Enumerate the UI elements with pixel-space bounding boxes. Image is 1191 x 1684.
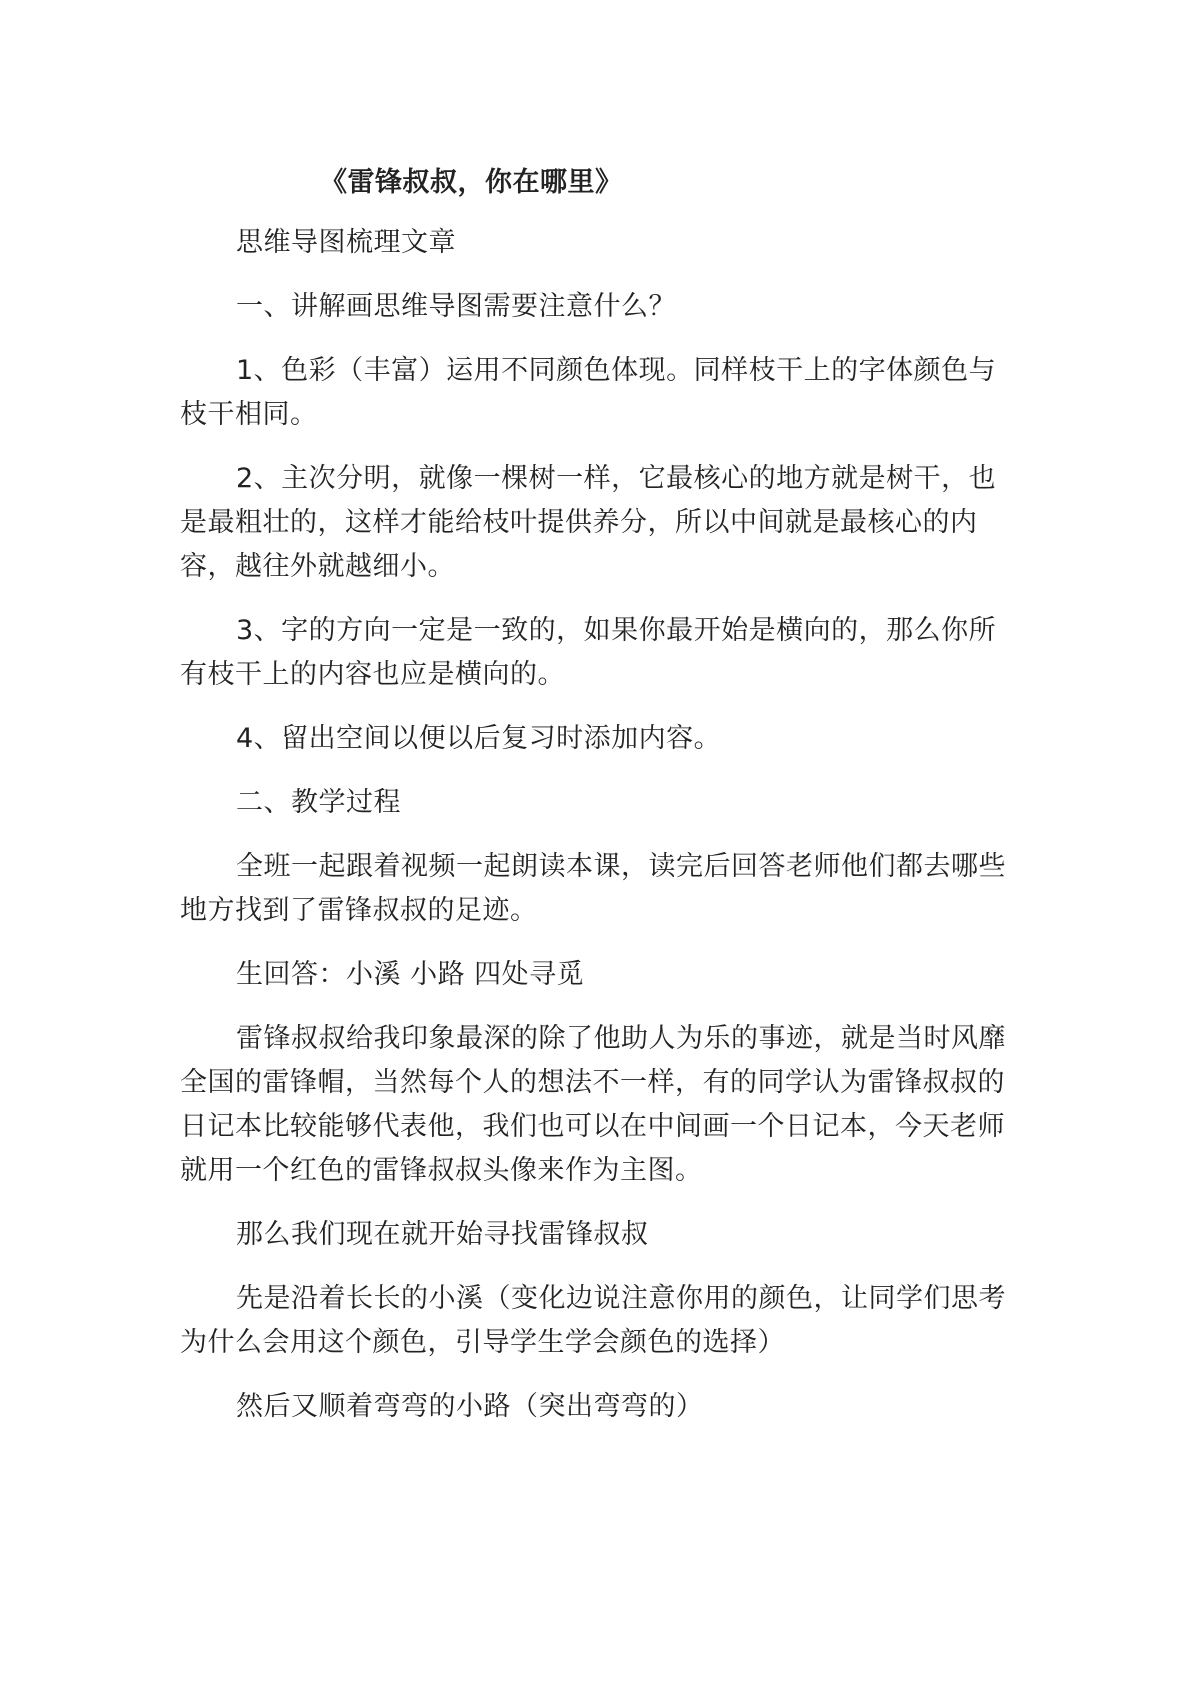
paragraph-mindmap-intro: 思维导图梳理文章 bbox=[236, 227, 456, 258]
paragraph-student-answer: 生回答：小溪 小路 四处寻觅 bbox=[236, 959, 585, 990]
section-heading-two: 二、教学过程 bbox=[236, 787, 401, 818]
paragraph-class-reading: 全班一起跟着视频一起朗读本课，读完后回答老师他们都去哪些地方找到了雷锋叔叔的足迹。 bbox=[180, 851, 1006, 926]
paragraph-path: 然后又顺着弯弯的小路（突出弯弯的） bbox=[236, 1391, 704, 1422]
paragraph-point-hierarchy: 2、主次分明，就像一棵树一样，它最核心的地方就是树干，也是最粗壮的，这样才能给枝叶提供养分，所以中间就是最核心的内容，越往外就越细小。 bbox=[180, 463, 997, 582]
paragraph-point-direction: 3、字的方向一定是一致的，如果你最开始是横向的，那么你所有枝干上的内容也应是横向的。 bbox=[180, 615, 997, 690]
section-heading-one: 一、讲解画思维导图需要注意什么？ bbox=[236, 291, 676, 322]
document-body bbox=[180, 163, 1020, 1449]
document-title: 《雷锋叔叔，你在哪里》 bbox=[320, 167, 623, 198]
paragraph-point-space: 4、留出空间以便以后复习时添加内容。 bbox=[236, 723, 722, 754]
paragraph-stream: 先是沿着长长的小溪（变化边说注意你用的颜色，让同学们思考为什么会用这个颜色，引导学生学会颜色的选择） bbox=[180, 1283, 1006, 1358]
paragraph-point-color: 1、色彩（丰富）运用不同颜色体现。同样枝干上的字体颜色与枝干相同。 bbox=[180, 355, 997, 430]
paragraph-main-image: 雷锋叔叔给我印象最深的除了他助人为乐的事迹，就是当时风靡全国的雷锋帽，当然每个人的想法不一样，有的同学认为雷锋叔叔的日记本比较能够代表他，我们也可以在中间画一个日记本，今天老师就用一个红色的雷锋叔叔头像来作为主图。 bbox=[180, 1023, 1006, 1186]
paragraph-start-search: 那么我们现在就开始寻找雷锋叔叔 bbox=[236, 1219, 649, 1250]
